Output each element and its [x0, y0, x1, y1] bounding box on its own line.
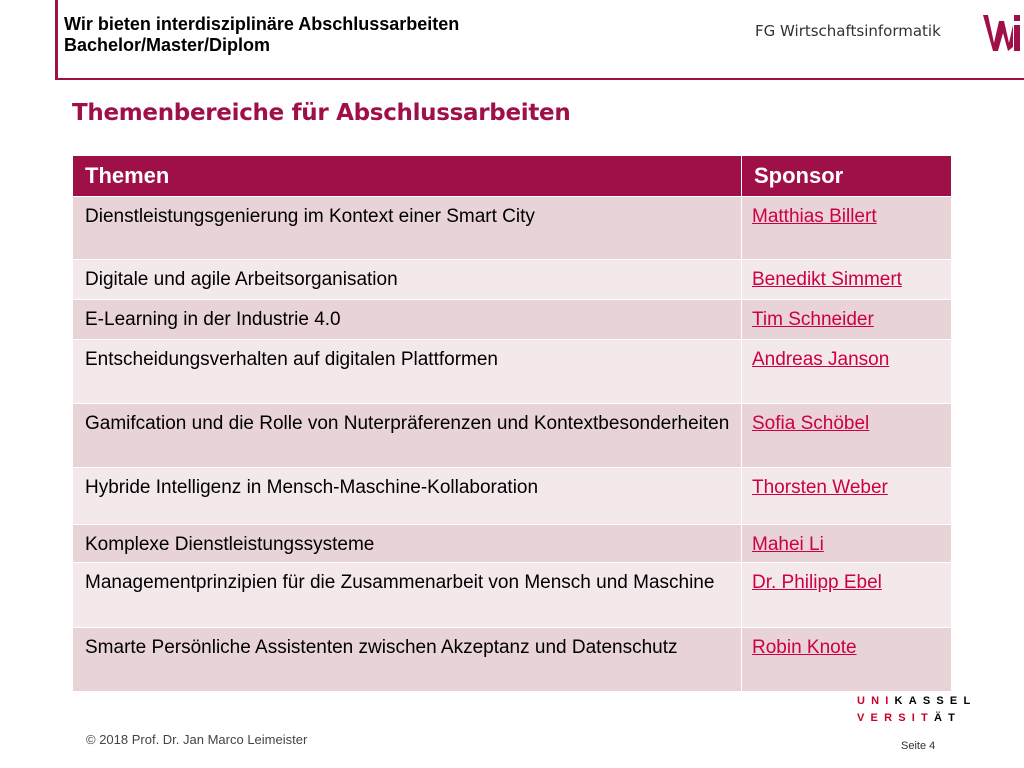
footer-copyright: © 2018 Prof. Dr. Jan Marco Leimeister	[86, 732, 308, 747]
page-number	[901, 740, 935, 752]
university-logo-line1: UNIKASSEL	[857, 695, 977, 707]
table-row	[73, 404, 952, 468]
column-header-topics: Themen	[73, 156, 742, 197]
sponsor-cell	[742, 563, 952, 628]
column-header-sponsor: Sponsor	[742, 156, 952, 197]
topics-table	[72, 155, 952, 692]
topic-cell: Komplexe Dienstleistungssysteme	[73, 525, 742, 563]
table-row	[73, 563, 952, 628]
table-row	[73, 260, 952, 300]
topic-cell: Smarte Persönliche Assistenten zwischen Akzeptanz und Datenschutz	[73, 628, 742, 692]
sponsor-link[interactable]: Andreas Janson	[752, 349, 890, 370]
header-divider	[55, 78, 1024, 80]
sponsor-link[interactable]: Dr. Philipp Ebel	[752, 572, 882, 593]
header-title-line1: Wir bieten interdisziplinäre Abschlussarbeiten	[64, 14, 460, 34]
sponsor-cell	[742, 300, 952, 340]
sponsor-link[interactable]: Sofia Schöbel	[752, 413, 870, 434]
topic-cell: Hybride Intelligenz in Mensch-Maschine-Kollaboration	[73, 468, 742, 525]
topic-cell: Entscheidungsverhalten auf digitalen Plattformen	[73, 340, 742, 404]
topic-cell: Dienstleistungsgenierung im Kontext einer Smart City	[73, 197, 742, 260]
sponsor-link[interactable]: Robin Knote	[752, 637, 857, 658]
sponsor-cell	[742, 525, 952, 563]
department-label: FG Wirtschaftsinformatik	[755, 22, 941, 40]
topic-cell: Managementprinzipien für die Zusammenarbeit von Mensch und Maschine	[73, 563, 742, 628]
sponsor-cell	[742, 260, 952, 300]
sponsor-link[interactable]: Benedikt Simmert	[752, 269, 902, 290]
sponsor-cell	[742, 197, 952, 260]
sponsor-cell	[742, 468, 952, 525]
sponsor-cell	[742, 628, 952, 692]
sponsor-link[interactable]: Tim Schneider	[752, 309, 874, 330]
page-number-value: 4	[929, 740, 936, 752]
table-row	[73, 197, 952, 260]
header-title-line2: Bachelor/Master/Diplom	[64, 35, 271, 55]
topic-cell: Gamifcation und die Rolle von Nuterpräferenzen und Kontextbesonderheiten	[73, 404, 742, 468]
table-row	[73, 300, 952, 340]
sponsor-cell	[742, 340, 952, 404]
table-header-row	[73, 156, 952, 197]
university-logo-line2: VERSITÄT	[857, 712, 962, 724]
page-title: Themenbereiche für Abschlussarbeiten	[72, 100, 571, 126]
table-row	[73, 468, 952, 525]
university-logo	[857, 693, 976, 727]
topic-cell: E-Learning in der Industrie 4.0	[73, 300, 742, 340]
table-row	[73, 628, 952, 692]
topic-cell: Digitale und agile Arbeitsorganisation	[73, 260, 742, 300]
page-label: Seite	[901, 740, 927, 752]
table-row	[73, 340, 952, 404]
header-accent-bar	[55, 0, 58, 80]
table-row	[73, 525, 952, 563]
sponsor-link[interactable]: Mahei Li	[752, 534, 824, 555]
sponsor-cell	[742, 404, 952, 468]
header-title	[64, 14, 459, 56]
sponsor-link[interactable]: Matthias Billert	[752, 206, 877, 227]
wi-logo-icon	[983, 13, 1021, 53]
sponsor-link[interactable]: Thorsten Weber	[752, 477, 888, 498]
